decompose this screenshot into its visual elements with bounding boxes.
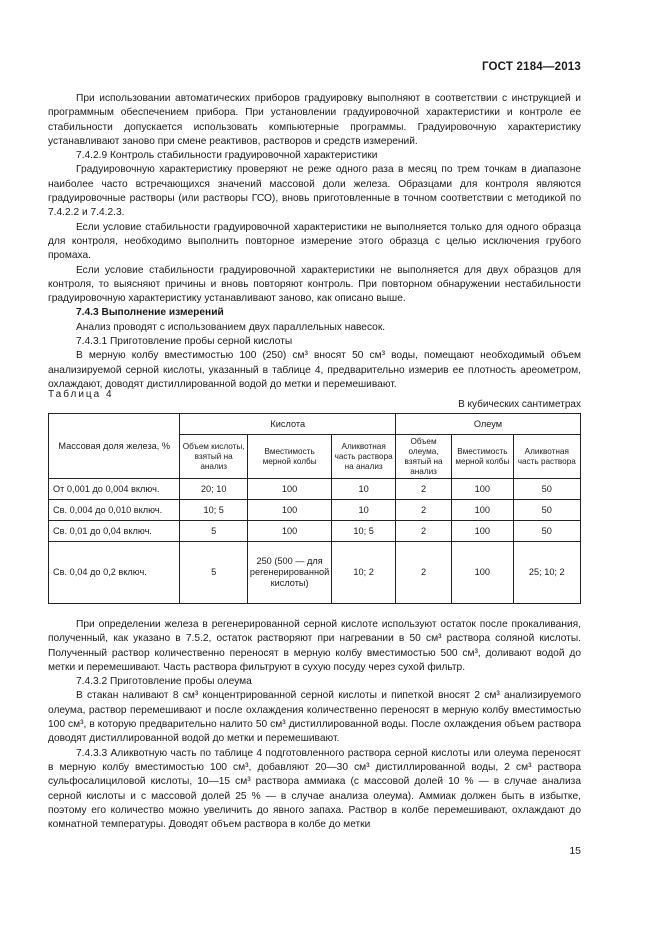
- paragraph: Если условие стабильности градуировочной характеристики не выполняется только для одного образца для контроля, необходимо выполнить повторное измерение этого образца с целью исключения грубого промаха.: [48, 221, 581, 262]
- paragraph: 7.4.3.3 Аликвотную часть по таблице 4 подготовленного раствора серной кислоты или олеума переносят в мерную колбу вместимостью 100 см³, добавляют 20—30 см³ дистиллированной воды, 2 см³ раствора сульфосалициловой кислоты, 10—15 см³ раствора аммиака (с массовой долей 10 % — в случае анализа серной кислоты и с массовой долей 25 % — в случае анализа олеума). Аммиак должен быть в избытке, поэтому его количество можно увеличить до явного запаха. Раствор в колбе перемешивают, охлаждают до комнатной температуры. Доводят объем раствора в колбе до метки: [48, 747, 581, 831]
- table-cell: 100: [247, 521, 331, 542]
- document-header: ГОСТ 2184—2013: [481, 61, 581, 73]
- table-cell: 2: [396, 500, 452, 521]
- column-header: Объем кислоты, взятый на анализ: [180, 435, 247, 479]
- table-cell: 2: [396, 479, 452, 500]
- paragraph: В мерную колбу вместимостью 100 (250) см³ вносят 50 см³ воды, помещают необходимый объем анализируемой серной кислоты, указанный в таблице 4, предварительно измерив ее плотность ареометром, охлаждают, доводят дистиллированной водой до метки и перемешивают.: [48, 350, 581, 390]
- table-cell: Св. 0,01 до 0,04 включ.: [49, 521, 180, 542]
- column-header: Вместимость мерной колбы: [247, 435, 331, 479]
- table-units: В кубических сантиметрах: [458, 399, 581, 410]
- table-cell: 10; 5: [180, 500, 247, 521]
- data-table: [48, 413, 581, 604]
- table-cell: 10; 5: [332, 521, 396, 542]
- table-cell: 100: [452, 521, 513, 542]
- table-cell: 100: [247, 479, 331, 500]
- table-row: [49, 479, 581, 500]
- table-cell: 10: [332, 500, 396, 521]
- section-heading: 7.4.3 Выполнение измерений: [76, 307, 224, 319]
- paragraph: В стакан наливают 8 см³ концентрированной серной кислоты и пипеткой вносят 2 см³ анализируемого олеума, раствор перемешивают и после охлаждения количественно переносят в мерную колбу вместимостью 100 см³, в которую предварительно налито 50 см³ дистиллированной воды. После охлаждения объем раствора доводят дистиллированной водой до метки и перемешивают.: [48, 690, 581, 745]
- table-cell: От 0,001 до 0,004 включ.: [49, 479, 180, 500]
- text-block-bottom: [48, 618, 581, 832]
- table-cell: 100: [452, 500, 513, 521]
- table-cell: 5: [180, 521, 247, 542]
- page-number: 15: [569, 845, 581, 857]
- table-cell: 10; 2: [332, 542, 396, 604]
- table-cell: 5: [180, 542, 247, 604]
- column-header: Аликвотная часть раствора на анализ: [332, 435, 396, 479]
- table-row: [49, 500, 581, 521]
- paragraph: Градуировочную характеристику проверяют не реже одного раза в месяц по трем точкам в диапазоне наиболее часто встречающихся значений массовой доли железа. Образцами для контроля являются градуировочные растворы (или растворы ГСО), вновь приготовленные в точном соответствии с методикой по 7.4.2.2 и 7.4.2.3.: [48, 164, 581, 219]
- paragraph: Анализ проводят с использованием двух параллельных навесок.: [76, 321, 386, 333]
- column-group-header: Олеум: [396, 414, 581, 435]
- table-cell: 10: [332, 479, 396, 500]
- table-cell: 50: [513, 500, 580, 521]
- table-cell: 25; 10; 2: [513, 542, 580, 604]
- section-heading: 7.4.3.2 Приготовление пробы олеума: [76, 676, 252, 688]
- table-cell: 250 (500 — для регенерированной кислоты): [247, 542, 331, 604]
- table-cell: 100: [452, 542, 513, 604]
- section-heading: 7.4.2.9 Контроль стабильности градуировочной характеристики: [76, 150, 378, 162]
- column-header: Вместимость мерной колбы: [452, 435, 513, 479]
- table-cell: Св. 0,004 до 0,010 включ.: [49, 500, 180, 521]
- table-cell: 50: [513, 521, 580, 542]
- text-block-top: [48, 92, 581, 392]
- table-cell: Св. 0,04 до 0,2 включ.: [49, 542, 180, 604]
- column-header: Объем олеума, взятый на анализ: [396, 435, 452, 479]
- table-cell: 2: [396, 521, 452, 542]
- paragraph: При определении железа в регенерированной серной кислоте используют остаток после прокаливания, полученный, как указано в 7.5.2, остаток растворяют при нагревании в 50 см³ раствора соляной кислоты. Полученный раствор количественно переносят в мерную колбу вместимостью 500 см³, доливают водой до метки и перемешивают. Часть раствора фильтруют в сухую посуду через сухой фильтр.: [48, 619, 581, 673]
- column-group-header: Кислота: [180, 414, 396, 435]
- section-heading: 7.4.3.1 Приготовление пробы серной кислоты: [76, 336, 293, 348]
- column-header: Массовая доля железа, %: [49, 414, 180, 479]
- table-cell: 50: [513, 479, 580, 500]
- table-cell: 100: [247, 500, 331, 521]
- table-cell: 20; 10: [180, 479, 247, 500]
- paragraph: При использовании автоматических приборов градуировку выполняют в соответствии с инструкцией и программным обеспечением прибора. При установлении градуировочной характеристики и контроле ее стабильности допускается использовать компьютерные программы. Градуировочную характеристику устанавливают заново при смене реактивов, растворов и средств измерений.: [48, 93, 581, 147]
- table-cell: 100: [452, 479, 513, 500]
- column-header: Аликвотная часть раствора: [513, 435, 580, 479]
- table-cell: 2: [396, 542, 452, 604]
- table-row: [49, 521, 581, 542]
- table-row: [49, 542, 581, 604]
- paragraph: Если условие стабильности градуировочной характеристики не выполняется для двух образцов для контроля, то выясняют причины и вновь повторяют контроль. При повторном обнаружении нестабильности градуировочную характеристику устанавливают заново, как описано выше.: [48, 264, 581, 305]
- table-caption: Таблица 4: [48, 389, 114, 400]
